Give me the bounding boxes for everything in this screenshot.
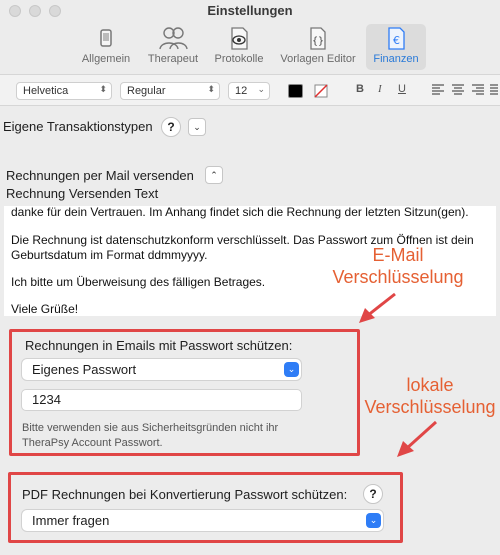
email-password-input[interactable] [22,390,301,410]
bold-button[interactable]: B [356,83,364,95]
tab-label: Finanzen [373,53,419,65]
font-style-value: Regular [127,85,166,97]
mail-text-line: Die Rechnung ist datenschutzkonform verschlüsselt. Das Passwort zum Öffnen ist dein [11,233,474,247]
annotation-line: Verschlüsselung [364,397,496,417]
pdf-password-mode-select[interactable] [22,510,383,531]
svg-text:€: € [393,34,400,47]
updown-icon: ⬍ [207,84,215,94]
transactions-help-button[interactable]: ? [161,117,181,137]
font-family-select[interactable] [16,82,112,100]
euro-icon [385,24,407,52]
email-encryption-annotation [318,244,478,288]
font-size-select[interactable] [228,82,270,100]
text-color-swatch[interactable] [288,84,303,98]
chevron-down-icon: ⌄ [284,362,299,377]
pdf-password-mode-value: Immer fragen [32,513,110,528]
align-left-icon[interactable] [432,84,444,96]
annotation-line: lokale [406,375,454,395]
local-encryption-annotation [360,374,500,418]
email-password-mode-value: Eigenes Passwort [32,362,137,377]
mail-text-line: Viele Grüße! [11,302,79,316]
tab-label: Therapeut [147,53,199,65]
tab-protokolle[interactable] [209,24,269,70]
updown-icon: ⬍ [99,84,107,94]
pdf-protect-help-button[interactable]: ? [363,484,383,504]
tab-label: Allgemein [81,53,131,65]
font-family-value: Helvetica [23,85,69,97]
mail-text-label: Rechnung Versenden Text [6,186,159,201]
window-title: Einstellungen [207,3,293,18]
transactions-label: Eigene Transaktionstypen [3,119,153,134]
annotation-arrow-icon [355,290,400,325]
mail-text-line: danke für dein Vertrauen. Im Anhang findet sich die Rechnung der letzten Sitzun(gen). [11,206,469,219]
chevron-down-icon: ⌄ [257,84,265,94]
font-size-value: 12 [235,85,248,97]
font-style-select[interactable] [120,82,220,100]
title-bar [0,0,500,22]
chevron-down-icon: ⌄ [193,122,201,132]
tab-vorlagen-editor[interactable] [276,24,360,70]
chevron-down-icon: ⌄ [366,513,381,528]
braces-icon [307,24,329,52]
annotation-arrow-icon [392,418,442,460]
chevron-up-icon: ⌃ [210,170,218,180]
email-protect-label: Rechnungen in Emails mit Passwort schützen: [25,338,293,353]
pdf-protect-label: PDF Rechnungen bei Konvertierung Passwort schützen: [22,487,348,502]
tab-finanzen[interactable] [366,24,426,70]
password-hint-line: Bitte verwenden sie aus Sicherheitsgründen nicht ihr [22,422,279,434]
people-icon [156,24,190,52]
email-password-mode-select[interactable] [22,359,301,380]
format-bar [0,74,500,106]
password-hint-line: TheraPsy Account Passwort. [22,437,163,449]
annotation-line: Verschlüsselung [332,267,464,287]
no-background-color-icon[interactable] [313,83,329,99]
preferences-toolbar [0,22,500,72]
annotation-line: E-Mail [372,245,424,265]
mail-text-line: Geburtsdatum im Format ddmmyyyy. [11,248,208,262]
mail-collapse-button[interactable] [205,166,223,184]
eye-icon [226,24,252,52]
align-right-icon[interactable] [472,84,484,96]
align-justify-icon[interactable] [490,84,498,96]
tab-label: Vorlagen Editor [280,53,356,65]
password-hint [22,421,278,451]
italic-button[interactable]: I [378,83,382,95]
align-center-icon[interactable] [452,84,464,96]
tab-label: Protokolle [214,53,264,65]
underline-button[interactable]: U [398,83,406,95]
tab-therapeut[interactable] [143,24,203,70]
device-icon [96,24,116,52]
pdf-protection-highlight [8,472,403,543]
email-password-value: 1234 [32,392,61,407]
tab-allgemein[interactable] [78,24,134,70]
mail-text-line: Ich bitte um Überweisung des fälligen Betrages. [11,275,266,289]
mail-section-label: Rechnungen per Mail versenden [6,168,194,183]
transactions-expand-button[interactable] [188,118,206,136]
svg-text:{}: {} [311,36,325,47]
